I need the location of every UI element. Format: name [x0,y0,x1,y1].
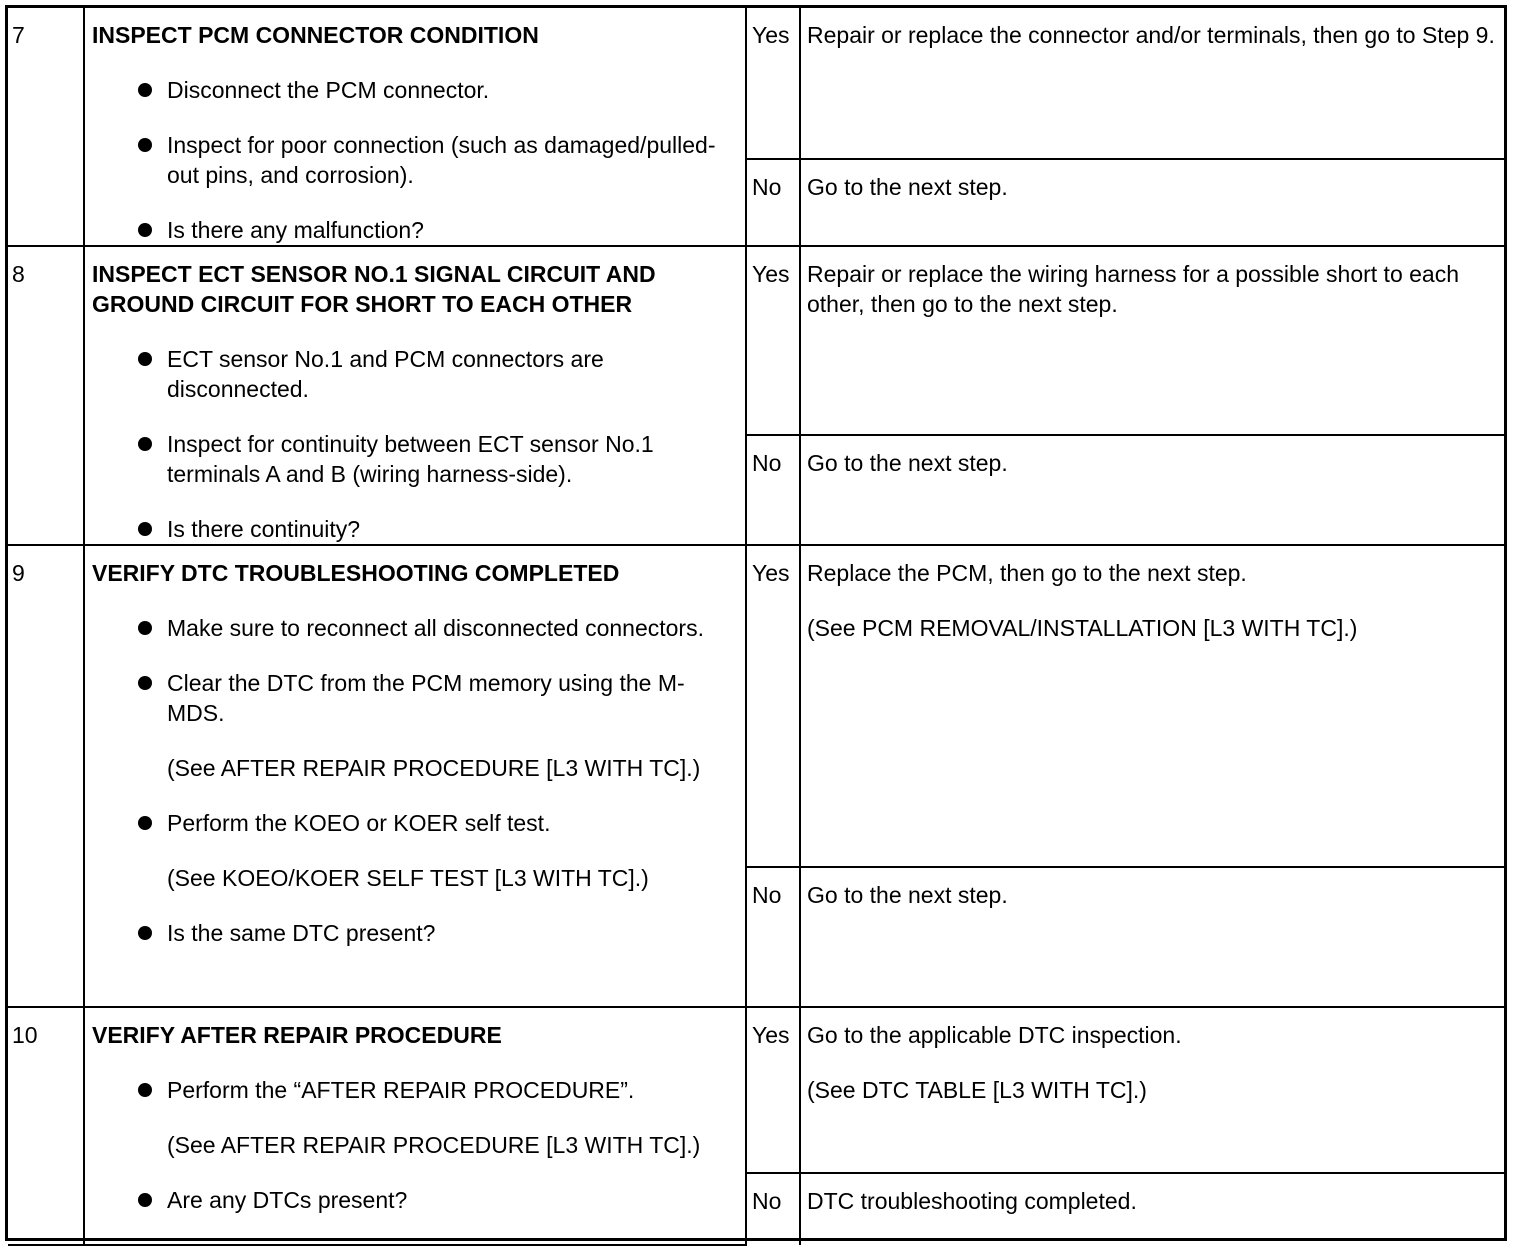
bullet-icon [138,352,152,366]
step-number: 8 [8,246,84,545]
result-text: Repair or replace the connector and/or terminals, then go to Step 9. [807,22,1495,48]
step-number: 10 [8,1007,84,1245]
bullet-text: Is the same DTC present? [167,920,436,946]
step-bullets [92,613,739,948]
bullet-text: Are any DTCs present? [167,1187,408,1213]
bullet-text: Inspect for poor connection (such as damaged/pulled-out pins, and corrosion). [167,132,716,188]
bullet-item [92,344,739,404]
bullet-text: Disconnect the PCM connector. [167,77,490,103]
see-reference: (See KOEO/KOER SELF TEST [L3 WITH TC].) [167,865,649,891]
yes-result [800,8,1504,159]
result-text: Replace the PCM, then go to the next step. [807,560,1247,586]
yes-result [800,545,1504,867]
step-action-cell [84,1007,746,1245]
see-reference: (See DTC TABLE [L3 WITH TC].) [807,1077,1147,1103]
result-text: Go to the next step. [807,882,1008,908]
step-title: VERIFY AFTER REPAIR PROCEDURE [92,1022,502,1048]
step-bullets [92,344,739,544]
bullet-item [92,429,739,489]
step-row-9 [8,545,1504,867]
result-text: Go to the applicable DTC inspection. [807,1022,1182,1048]
bullet-text: ECT sensor No.1 and PCM connectors are disconnected. [167,346,604,402]
bullet-icon [138,926,152,940]
no-label: No [746,435,800,545]
bullet-text: Make sure to reconnect all disconnected connectors. [167,615,704,641]
bullet-item [92,75,739,105]
yes-label: Yes [746,1007,800,1173]
bullet-item [92,1075,739,1160]
step-row-10 [8,1007,1504,1173]
no-result [800,1173,1504,1245]
bullet-icon [138,437,152,451]
bullet-text: Is there continuity? [167,516,361,542]
bullet-icon [138,816,152,830]
result-text: Go to the next step. [807,174,1008,201]
step-number: 7 [8,8,84,246]
bullet-item [92,1185,739,1215]
step-title: INSPECT PCM CONNECTOR CONDITION [92,22,539,48]
bullet-item [92,130,739,190]
bullet-text: Perform the KOEO or KOER self test. [167,810,551,836]
yes-result [800,1007,1504,1173]
result-text: Repair or replace the wiring harness for a possible short to each other, then go to the next step. [807,261,1460,317]
bullet-icon [138,83,152,97]
see-reference: (See PCM REMOVAL/INSTALLATION [L3 WITH TC].) [807,615,1358,641]
bullet-icon [138,223,152,237]
step-title: VERIFY DTC TROUBLESHOOTING COMPLETED [92,560,620,586]
see-reference: (See AFTER REPAIR PROCEDURE [L3 WITH TC].) [167,1132,701,1158]
bullet-icon [138,1193,152,1207]
see-reference: (See AFTER REPAIR PROCEDURE [L3 WITH TC].) [167,755,701,781]
no-label: No [746,867,800,1007]
bullet-item [92,215,739,245]
step-action-cell [84,8,746,246]
result-text: DTC troubleshooting completed. [807,1188,1137,1214]
bullet-icon [138,1083,152,1097]
bullet-item [92,514,739,544]
no-label: No [746,159,800,246]
step-number: 9 [8,545,84,1007]
step-action-cell [84,545,746,1007]
step-bullets [92,75,739,245]
yes-label: Yes [746,246,800,435]
bullet-text: Perform the “AFTER REPAIR PROCEDURE”. [167,1077,635,1103]
bullet-item [92,668,739,783]
yes-label: Yes [746,8,800,159]
no-label: No [746,1173,800,1245]
no-result [800,867,1504,1007]
step-action-cell [84,246,746,545]
bullet-item [92,808,739,893]
bullet-text: Inspect for continuity between ECT sensor No.1 terminals A and B (wiring harness-side). [167,431,654,487]
step-row-8 [8,246,1504,435]
yes-result [800,246,1504,435]
yes-label: Yes [746,545,800,867]
no-result [800,435,1504,545]
bullet-text: Clear the DTC from the PCM memory using the M-MDS. [167,670,685,726]
step-title: INSPECT ECT SENSOR NO.1 SIGNAL CIRCUIT AND GROUND CIRCUIT FOR SHORT TO EACH OTHER [92,261,656,317]
step-row-7 [8,8,1504,159]
bullet-icon [138,676,152,690]
bullet-item [92,918,739,948]
troubleshooting-table [8,8,1504,1246]
bullet-icon [138,621,152,635]
no-result [800,159,1504,246]
bullet-text: Is there any malfunction? [167,217,424,243]
step-bullets [92,1075,739,1215]
result-text: Go to the next step. [807,449,1008,476]
bullet-icon [138,138,152,152]
bullet-icon [138,522,152,536]
troubleshooting-page [5,5,1507,1241]
bullet-item [92,613,739,643]
